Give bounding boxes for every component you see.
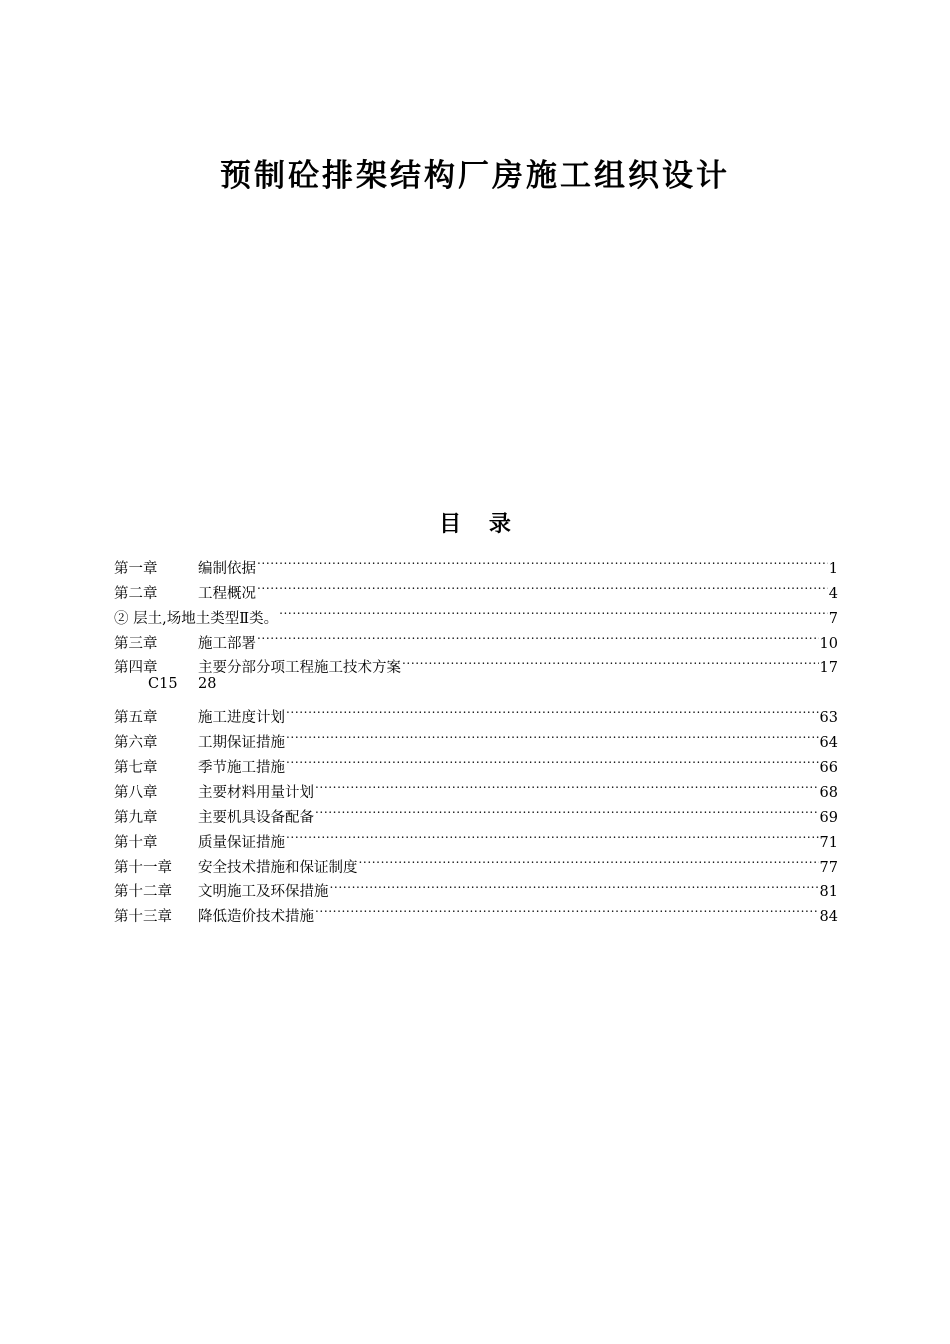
toc-page-number: 10: [819, 635, 838, 652]
toc-leader-dots: [286, 722, 819, 747]
toc-page-number: 71: [819, 834, 838, 851]
toc-chapter-label: 第六章: [114, 735, 158, 752]
toc-chapter-label: 第四章: [114, 660, 158, 677]
toc-leader-dots: [279, 598, 828, 623]
toc-entry[interactable]: [114, 697, 838, 727]
toc-leader-dots: [286, 822, 819, 847]
toc-page-number: 63: [819, 710, 838, 727]
toc-entry-title: 安全技术措施和保证制度: [198, 859, 358, 876]
toc-note-value: 28: [198, 676, 217, 693]
toc-leader-dots: [257, 623, 819, 648]
toc-chapter-label: 第十章: [114, 834, 158, 851]
toc-chapter-label: 第二章: [114, 585, 158, 602]
toc-entry-title: 主要机具设备配备: [198, 809, 314, 826]
toc-entry-title: 降低造价技术措施: [198, 909, 314, 926]
toc-leader-dots: [315, 797, 819, 822]
toc-chapter-label: 第一章: [114, 560, 158, 577]
toc-page-number: 4: [828, 585, 838, 602]
toc-entry-title: 施工部署: [198, 635, 256, 652]
toc-entry-title: 季节施工措施: [198, 760, 285, 777]
toc-entry-title: 质量保证措施: [198, 834, 285, 851]
toc-chapter-label: 第十二章: [114, 884, 172, 901]
toc-entry-title: 文明施工及环保措施: [198, 884, 329, 901]
toc-chapter-label: 第十一章: [114, 859, 172, 876]
toc-entry-title: 工期保证措施: [198, 735, 285, 752]
toc-page-number: 7: [828, 610, 838, 627]
toc-page-number: 84: [819, 909, 838, 926]
toc-leader-dots: [315, 896, 819, 921]
toc-entry-title: 编制依据: [198, 560, 256, 577]
toc-page-number: 66: [819, 760, 838, 777]
toc-chapter-label: 第十三章: [114, 909, 172, 926]
toc-note-code: C15: [148, 676, 178, 693]
toc-leader-dots: [286, 747, 819, 772]
toc-chapter-label: 第七章: [114, 760, 158, 777]
toc-leader-dots: [286, 697, 819, 722]
toc-leader-dots: [402, 648, 819, 673]
document-title: 预制砼排架结构厂房施工组织设计: [220, 158, 730, 194]
toc-leader-dots: [330, 872, 819, 897]
toc-entry-title: ② 层土,场地土类型Ⅱ类。: [114, 610, 279, 627]
toc-chapter-label: 第五章: [114, 710, 158, 727]
table-of-contents: [114, 548, 838, 926]
toc-leader-dots: [257, 573, 828, 598]
toc-entry-title: 施工进度计划: [198, 710, 285, 727]
toc-page-number: 68: [819, 784, 838, 801]
toc-leader-dots: [359, 847, 819, 872]
toc-entry-title: 工程概况: [198, 585, 256, 602]
toc-page-number: 81: [819, 884, 838, 901]
toc-page-number: 69: [819, 809, 838, 826]
toc-leader-dots: [315, 772, 819, 797]
toc-leader-dots: [257, 548, 828, 573]
toc-page-number: 1: [828, 560, 838, 577]
toc-entry-title: 主要材料用量计划: [198, 784, 314, 801]
toc-page-number: 17: [819, 660, 838, 677]
toc-page-number: 64: [819, 735, 838, 752]
toc-chapter-label: 第三章: [114, 635, 158, 652]
toc-chapter-label: 第九章: [114, 809, 158, 826]
toc-entry[interactable]: [114, 548, 838, 577]
toc-page-number: 77: [819, 859, 838, 876]
toc-chapter-label: 第八章: [114, 784, 158, 801]
toc-heading: 目 录: [439, 512, 511, 537]
toc-entry-title: 主要分部分项工程施工技术方案: [198, 660, 401, 677]
